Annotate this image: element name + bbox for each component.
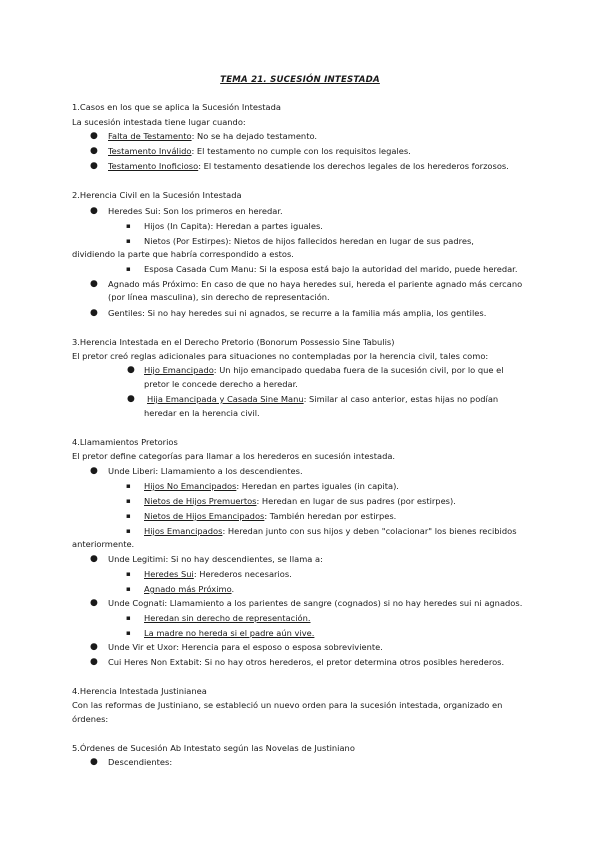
list-item: Hijos Emancipados: Heredan junto con sus hijos y deben "colacionar" los bienes recibidos [144, 526, 517, 536]
bullet-icon: ● [90, 598, 98, 608]
list-item-continuation: pretor le concede derecho a heredar. [144, 379, 298, 389]
list-item: Testamento Inválido: El testamento no cumple con los requisitos legales. [108, 146, 411, 156]
bullet-icon: ● [90, 308, 98, 318]
bullet-icon: ● [90, 146, 98, 156]
section-1-heading: 1.Casos en los que se aplica la Sucesión Intestada [72, 102, 281, 112]
list-item: Esposa Casada Cum Manu: Si la esposa está bajo la autoridad del marido, puede heredar. [144, 264, 518, 274]
bullet-icon: ● [90, 279, 98, 289]
section-1-intro: La sucesión intestada tiene lugar cuando: [72, 117, 246, 127]
bullet-icon: ● [90, 131, 98, 141]
bullet-icon: ● [90, 757, 98, 767]
bullet-icon: ● [90, 657, 98, 667]
bullet-icon: ● [127, 365, 135, 375]
square-bullet-icon: ▪ [126, 512, 131, 520]
square-bullet-icon: ▪ [126, 497, 131, 505]
list-item: Descendientes: [108, 757, 173, 767]
list-item: Gentiles: Si no hay heredes sui ni agnados, se recurre a la familia más amplia, los gentiles. [108, 308, 487, 318]
list-item-continuation: anteriormente. [72, 539, 135, 549]
list-item: Heredes Sui: Son los primeros en heredar. [108, 206, 283, 216]
list-item-continuation: (por línea masculina), sin derecho de representación. [108, 292, 330, 302]
section-3-intro: El pretor creó reglas adicionales para situaciones no contempladas por la herencia civil, tales como: [72, 351, 489, 361]
square-bullet-icon: ▪ [126, 527, 131, 535]
list-item: Agnado más Próximo: En caso de que no haya heredes sui, hereda el pariente agnado más cercano [108, 279, 523, 289]
list-item: Hijo Emancipado: Un hijo emancipado quedaba fuera de la sucesión civil, por lo que el [144, 365, 504, 375]
list-item: Heredes Sui: Herederos necesarios. [144, 569, 292, 579]
square-bullet-icon: ▪ [126, 629, 131, 637]
section-4b-text-continuation: órdenes: [72, 714, 109, 724]
square-bullet-icon: ▪ [126, 570, 131, 578]
list-item: Hijos (In Capita): Heredan a partes iguales. [144, 221, 323, 231]
section-3-heading: 3.Herencia Intestada en el Derecho Pretorio (Bonorum Possessio Sine Tabulis) [72, 337, 395, 347]
list-item: Nietos (Por Estirpes): Nietos de hijos fallecidos heredan en lugar de sus padres, [144, 236, 474, 246]
bullet-icon: ● [90, 161, 98, 171]
bullet-icon: ● [90, 466, 98, 476]
bullet-icon: ● [90, 206, 98, 216]
list-item: Nietos de Hijos Emancipados: También heredan por estirpes. [144, 511, 397, 521]
bullet-icon: ● [90, 642, 98, 652]
square-bullet-icon: ▪ [126, 614, 131, 622]
section-4-heading: 4.Llamamientos Pretorios [72, 437, 178, 447]
list-item: Unde Vir et Uxor: Herencia para el esposo o esposa sobreviviente. [108, 642, 383, 652]
list-item: Unde Liberi: Llamamiento a los descendientes. [108, 466, 303, 476]
list-item-continuation: heredar en la herencia civil. [144, 408, 260, 418]
section-4-intro: El pretor define categorías para llamar a los herederos en sucesión intestada. [72, 451, 396, 461]
list-item: Unde Cognati: Llamamiento a los parientes de sangre (cognados) si no hay heredes sui ni agnados. [108, 598, 523, 608]
square-bullet-icon: ▪ [126, 265, 131, 273]
square-bullet-icon: ▪ [126, 222, 131, 230]
list-item: Cui Heres Non Extabit: Si no hay otros herederos, el pretor determina otros posibles herederos. [108, 657, 505, 667]
bullet-icon: ● [127, 394, 135, 404]
list-item: Hija Emancipada y Casada Sine Manu: Similar al caso anterior, estas hijas no podían [147, 394, 499, 404]
section-4b-heading: 4.Herencia Intestada Justinianea [72, 686, 207, 696]
section-5-heading: 5.Órdenes de Sucesión Ab Intestato según las Novelas de Justiniano [72, 743, 355, 753]
square-bullet-icon: ▪ [126, 237, 131, 245]
list-item: Hijos No Emancipados: Heredan en partes iguales (in capita). [144, 481, 399, 491]
list-item: La madre no hereda si el padre aún vive. [144, 628, 315, 638]
section-4b-text: Con las reformas de Justiniano, se estableció un nuevo orden para la sucesión intestada, organizado en [72, 700, 503, 710]
list-item: Falta de Testamento: No se ha dejado testamento. [108, 131, 318, 141]
section-2-heading: 2.Herencia Civil en la Sucesión Intestada [72, 190, 242, 200]
square-bullet-icon: ▪ [126, 482, 131, 490]
list-item: Agnado más Próximo. [144, 584, 235, 594]
square-bullet-icon: ▪ [126, 585, 131, 593]
list-item: Unde Legitimi: Si no hay descendientes, se llama a: [108, 554, 323, 564]
list-item-continuation: dividiendo la parte que habría correspondido a estos. [72, 249, 294, 259]
bullet-icon: ● [90, 554, 98, 564]
list-item: Nietos de Hijos Premuertos: Heredan en lugar de sus padres (por estirpes). [144, 496, 456, 506]
document-title: TEMA 21. SUCESIÓN INTESTADA [220, 75, 380, 85]
list-item: Testamento Inoficioso: El testamento desatiende los derechos legales de los herederos forzosos. [108, 161, 509, 171]
list-item: Heredan sin derecho de representación. [144, 613, 311, 623]
